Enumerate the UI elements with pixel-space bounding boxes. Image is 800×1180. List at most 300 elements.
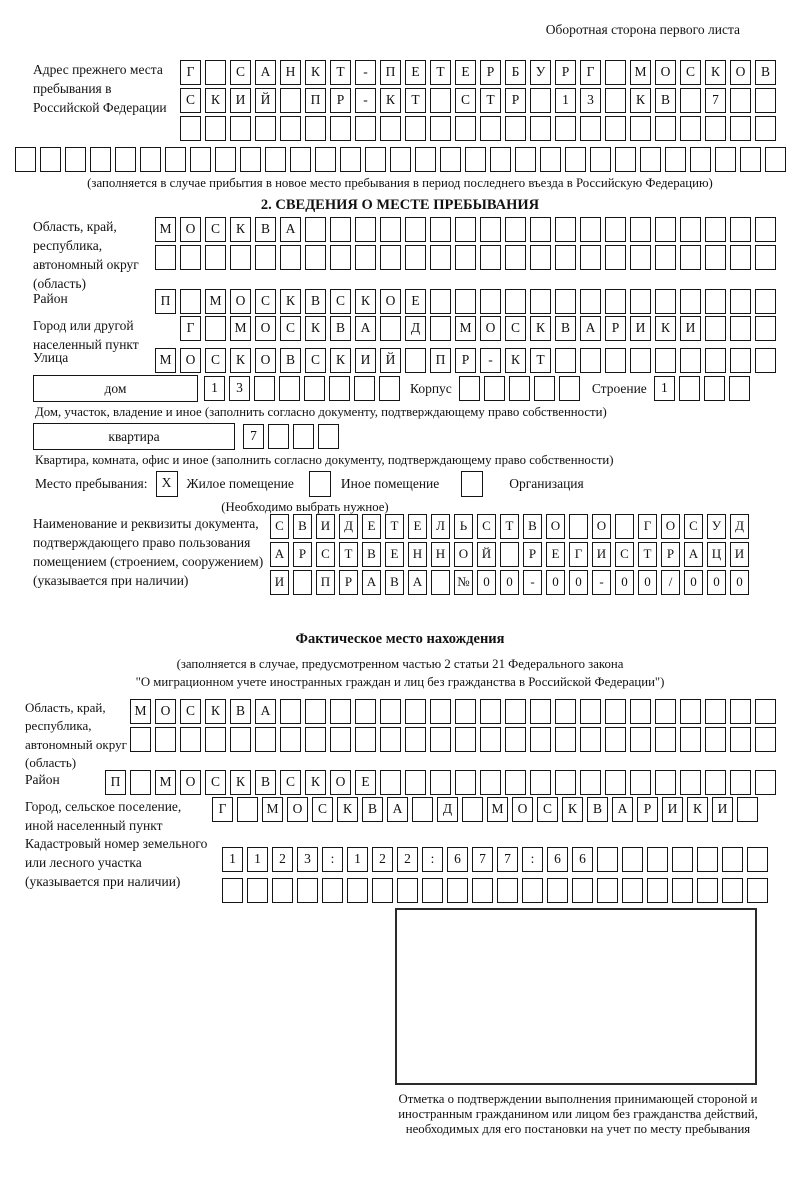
char-cell: О (546, 514, 565, 539)
korpus-cells (459, 376, 580, 401)
char-cell (190, 147, 211, 172)
char-cell (472, 878, 493, 903)
char-cell (293, 424, 314, 449)
stamp-note: Отметка о подтверждении выполнения принимающей стороной и иностранным гражданином или лицом без гражданства действий, необходимых для его постановки на учет по месту пребывания (398, 1092, 758, 1136)
char-cell (740, 147, 761, 172)
char-cell: С (680, 60, 701, 85)
char-cell (730, 727, 751, 752)
char-cell (697, 847, 718, 872)
char-cell: Т (480, 88, 501, 113)
char-cell: Т (385, 514, 404, 539)
char-cell: 0 (615, 570, 634, 595)
char-cell (580, 770, 601, 795)
char-cell (293, 570, 312, 595)
char-cell (484, 376, 505, 401)
char-cell: Р (605, 316, 626, 341)
char-cell: : (522, 847, 543, 872)
char-cell: Ь (454, 514, 473, 539)
char-cell (555, 116, 576, 141)
char-cell (705, 348, 726, 373)
stay-type-option-other: Иное помещение (340, 476, 440, 491)
char-cell (655, 348, 676, 373)
char-cell (305, 699, 326, 724)
char-cell: 0 (477, 570, 496, 595)
house-row (33, 375, 750, 402)
char-row (155, 348, 776, 373)
char-cell (380, 727, 401, 752)
char-cell: И (592, 542, 611, 567)
region-label: Область, край, республика, автономный округ (область) (33, 219, 139, 292)
char-cell (430, 316, 451, 341)
char-cell: Р (505, 88, 526, 113)
char-cell (605, 770, 626, 795)
char-cell (630, 217, 651, 242)
house-note: Дом, участок, владение и иное (заполнить согласно документу, подтверждающему право собственности) (35, 405, 607, 419)
char-cell (455, 699, 476, 724)
char-cell (490, 147, 511, 172)
char-cell (605, 60, 626, 85)
char-cell (422, 878, 443, 903)
char-cell: П (305, 88, 326, 113)
actual-district-block (25, 770, 776, 795)
char-cell: О (255, 316, 276, 341)
char-cell: К (305, 316, 326, 341)
char-cell: Й (477, 542, 496, 567)
char-cell (680, 727, 701, 752)
char-cell: М (230, 316, 251, 341)
char-cell: К (205, 699, 226, 724)
korpus-label: Корпус (410, 381, 452, 396)
house-label-box: дом (33, 375, 198, 402)
char-cell (304, 376, 325, 401)
char-cell (155, 727, 176, 752)
char-cell (655, 727, 676, 752)
char-cell (280, 727, 301, 752)
char-cell: У (530, 60, 551, 85)
char-cell (615, 147, 636, 172)
char-row (130, 727, 776, 752)
char-cell (500, 542, 519, 567)
char-cell (405, 245, 426, 270)
char-cell: И (680, 316, 701, 341)
char-cell (680, 217, 701, 242)
char-cell (672, 878, 693, 903)
char-cell (555, 348, 576, 373)
char-cell (15, 147, 36, 172)
char-cell: Р (455, 348, 476, 373)
char-row (130, 699, 776, 724)
char-cell (705, 727, 726, 752)
char-cell: 1 (247, 847, 268, 872)
char-cell (680, 348, 701, 373)
char-cell: 0 (638, 570, 657, 595)
stay-type-note: (Необходимо выбрать нужное) (221, 500, 389, 514)
char-row (105, 770, 776, 795)
char-cell (447, 878, 468, 903)
char-cell (290, 147, 311, 172)
char-cell: А (270, 542, 289, 567)
char-cell (480, 245, 501, 270)
char-cell (380, 770, 401, 795)
char-cell: В (555, 316, 576, 341)
char-cell (412, 797, 433, 822)
char-cell: М (155, 348, 176, 373)
char-cell (622, 847, 643, 872)
char-cell (205, 727, 226, 752)
char-cell (355, 245, 376, 270)
char-cell (480, 770, 501, 795)
char-cell (397, 878, 418, 903)
char-cell (405, 699, 426, 724)
char-cell: О (480, 316, 501, 341)
char-cell (569, 514, 588, 539)
char-cell (255, 116, 276, 141)
char-cell (697, 878, 718, 903)
char-cell: О (330, 770, 351, 795)
char-cell: Д (730, 514, 749, 539)
char-cell (330, 245, 351, 270)
apartment-note: Квартира, комната, офис и иное (заполнить согласно документу, подтверждающему право собственности) (35, 453, 614, 467)
char-cell: В (362, 797, 383, 822)
char-cell: 6 (572, 847, 593, 872)
char-cell: : (422, 847, 443, 872)
char-cell (597, 847, 618, 872)
char-cell: В (230, 699, 251, 724)
char-cell (615, 514, 634, 539)
char-cell: С (505, 316, 526, 341)
char-cell (431, 570, 450, 595)
char-cell (509, 376, 530, 401)
char-cell (430, 727, 451, 752)
char-cell (180, 289, 201, 314)
stroenie-label: Строение (591, 381, 647, 396)
char-cell (580, 727, 601, 752)
char-cell: 0 (500, 570, 519, 595)
stay-type-checkbox-organization (461, 471, 483, 497)
char-cell (65, 147, 86, 172)
actual-location-title: Фактическое место нахождения (295, 631, 505, 647)
char-cell (329, 376, 350, 401)
char-cell: Й (255, 88, 276, 113)
char-cell (747, 878, 768, 903)
char-cell (705, 289, 726, 314)
char-cell (272, 878, 293, 903)
char-cell (705, 770, 726, 795)
char-cell (505, 289, 526, 314)
char-cell (680, 289, 701, 314)
char-cell (115, 147, 136, 172)
char-cell (380, 217, 401, 242)
char-cell: Д (339, 514, 358, 539)
char-cell: Д (437, 797, 458, 822)
char-cell: 7 (705, 88, 726, 113)
char-cell: А (580, 316, 601, 341)
char-cell: К (687, 797, 708, 822)
char-cell: О (180, 217, 201, 242)
char-cell (747, 847, 768, 872)
confirmation-stamp-box (395, 908, 757, 1085)
char-row (155, 289, 776, 314)
char-cell (690, 147, 711, 172)
char-cell: В (523, 514, 542, 539)
char-cell: : (322, 847, 343, 872)
char-cell: Г (580, 60, 601, 85)
char-cell (555, 289, 576, 314)
char-cell: 7 (243, 424, 264, 449)
char-cell (354, 376, 375, 401)
char-cell: Т (500, 514, 519, 539)
char-cell: О (180, 348, 201, 373)
char-cell (505, 699, 526, 724)
char-cell: А (355, 316, 376, 341)
char-cell: В (255, 770, 276, 795)
char-row (270, 570, 749, 595)
char-cell (705, 245, 726, 270)
page-side-note: Оборотная сторона первого листа (545, 22, 740, 37)
char-cell: С (180, 88, 201, 113)
char-cell: П (316, 570, 335, 595)
stay-type-label: Место пребывания: (35, 476, 148, 491)
char-cell (330, 217, 351, 242)
char-cell: И (355, 348, 376, 373)
district-label: Район (33, 291, 68, 306)
char-cell (430, 770, 451, 795)
char-cell (555, 727, 576, 752)
char-cell: В (293, 514, 312, 539)
char-cell: Р (637, 797, 658, 822)
char-cell (309, 471, 331, 497)
char-cell (755, 699, 776, 724)
char-cell (580, 348, 601, 373)
previous-address-label: Адрес прежнего места пребывания в Российской Федерации (33, 62, 167, 116)
char-cell (330, 699, 351, 724)
apartment-label-box: квартира (33, 423, 235, 450)
char-cell: Г (212, 797, 233, 822)
char-cell (630, 348, 651, 373)
char-cell (680, 116, 701, 141)
char-cell (580, 289, 601, 314)
char-cell (330, 727, 351, 752)
char-cell (340, 147, 361, 172)
char-cell (430, 289, 451, 314)
char-cell: О (155, 699, 176, 724)
char-cell (222, 878, 243, 903)
char-cell: 7 (497, 847, 518, 872)
char-cell: М (630, 60, 651, 85)
street-label: Улица (33, 350, 69, 365)
char-cell (580, 116, 601, 141)
char-cell: С (205, 217, 226, 242)
char-cell (580, 699, 601, 724)
char-cell (280, 245, 301, 270)
char-cell (205, 245, 226, 270)
char-cell: А (362, 570, 381, 595)
char-cell: С (684, 514, 703, 539)
char-cell (755, 348, 776, 373)
char-cell: Ц (707, 542, 726, 567)
char-cell: 3 (580, 88, 601, 113)
char-cell: М (205, 289, 226, 314)
char-cell: Р (480, 60, 501, 85)
char-cell: С (280, 316, 301, 341)
char-cell: М (130, 699, 151, 724)
char-cell: 0 (546, 570, 565, 595)
char-cell (205, 60, 226, 85)
char-cell (180, 116, 201, 141)
char-cell: Т (638, 542, 657, 567)
char-cell: М (487, 797, 508, 822)
char-cell (430, 699, 451, 724)
char-cell: К (305, 60, 326, 85)
char-row (180, 60, 776, 85)
char-cell (705, 217, 726, 242)
char-cell (522, 878, 543, 903)
char-cell: С (270, 514, 289, 539)
char-cell: С (615, 542, 634, 567)
char-cell (205, 316, 226, 341)
char-cell (580, 217, 601, 242)
cadastral-label: Кадастровый номер земельного или лесного участка (указывается при наличии) (25, 836, 208, 890)
char-row (270, 514, 749, 539)
actual-city-block (25, 797, 758, 835)
char-cell: 7 (472, 847, 493, 872)
char-cell: В (330, 316, 351, 341)
char-cell: А (684, 542, 703, 567)
char-cell (655, 217, 676, 242)
char-cell: Й (380, 348, 401, 373)
char-cell: Н (408, 542, 427, 567)
char-cell: Е (405, 289, 426, 314)
char-cell: О (180, 770, 201, 795)
char-cell (461, 471, 483, 497)
char-cell: Р (330, 88, 351, 113)
char-cell: 2 (372, 847, 393, 872)
char-cell: В (305, 289, 326, 314)
char-cell (505, 770, 526, 795)
char-cell (605, 699, 626, 724)
char-cell: А (255, 60, 276, 85)
char-cell: - (523, 570, 542, 595)
document-block (33, 514, 749, 595)
char-cell (730, 289, 751, 314)
char-cell (555, 245, 576, 270)
char-cell (405, 348, 426, 373)
char-cell: П (430, 348, 451, 373)
char-cell: А (408, 570, 427, 595)
char-cell: 3 (229, 376, 250, 401)
char-cell (730, 699, 751, 724)
char-cell: 2 (272, 847, 293, 872)
char-cell (355, 217, 376, 242)
char-cell: Н (431, 542, 450, 567)
char-cell: И (270, 570, 289, 595)
char-cell (240, 147, 261, 172)
char-cell (730, 348, 751, 373)
char-cell (679, 376, 700, 401)
char-row (180, 316, 776, 341)
char-cell (705, 116, 726, 141)
char-cell (180, 727, 201, 752)
stay-type-option-residential: Жилое помещение (186, 476, 294, 491)
char-cell: / (661, 570, 680, 595)
char-cell (355, 116, 376, 141)
char-cell: 6 (547, 847, 568, 872)
char-cell (565, 147, 586, 172)
char-cell: Е (385, 542, 404, 567)
char-cell (305, 245, 326, 270)
char-cell (480, 727, 501, 752)
char-cell (515, 147, 536, 172)
char-cell (380, 699, 401, 724)
char-cell (705, 699, 726, 724)
char-cell (180, 245, 201, 270)
char-row (180, 116, 776, 141)
char-cell: К (705, 60, 726, 85)
char-cell (530, 217, 551, 242)
char-cell (247, 878, 268, 903)
char-cell: П (380, 60, 401, 85)
char-cell: О (592, 514, 611, 539)
char-cell (462, 797, 483, 822)
char-cell (365, 147, 386, 172)
char-cell: К (530, 316, 551, 341)
char-cell: - (355, 88, 376, 113)
char-cell: И (230, 88, 251, 113)
char-cell (355, 699, 376, 724)
char-cell: 0 (707, 570, 726, 595)
char-cell (580, 245, 601, 270)
char-cell: О (255, 348, 276, 373)
char-cell: С (255, 289, 276, 314)
char-cell (505, 116, 526, 141)
actual-region-label: Область, край, республика, автономный округ (область) (25, 700, 127, 771)
char-cell: 1 (555, 88, 576, 113)
char-cell: С (280, 770, 301, 795)
char-cell: С (230, 60, 251, 85)
char-cell (680, 88, 701, 113)
char-cell: Р (555, 60, 576, 85)
char-cell (555, 699, 576, 724)
char-cell: У (707, 514, 726, 539)
char-cell (555, 770, 576, 795)
char-cell: К (562, 797, 583, 822)
char-cell (605, 348, 626, 373)
stay-type-checkbox-residential (156, 471, 178, 497)
char-cell (622, 878, 643, 903)
char-cell (755, 316, 776, 341)
char-cell: С (455, 88, 476, 113)
char-cell: Е (455, 60, 476, 85)
char-cell (215, 147, 236, 172)
char-cell: К (380, 88, 401, 113)
char-cell: X (156, 471, 178, 497)
char-cell (630, 727, 651, 752)
char-cell (547, 878, 568, 903)
char-cell: И (316, 514, 335, 539)
char-cell (655, 245, 676, 270)
section2-title: 2. СВЕДЕНИЯ О МЕСТЕ ПРЕБЫВАНИЯ (260, 197, 540, 213)
char-cell (305, 116, 326, 141)
stay-type-row (35, 471, 584, 497)
char-cell: А (280, 217, 301, 242)
char-cell: С (205, 348, 226, 373)
stay-type-option-organization: Организация (509, 476, 584, 491)
char-cell: К (337, 797, 358, 822)
char-cell (605, 116, 626, 141)
char-cell (280, 88, 301, 113)
char-cell (297, 878, 318, 903)
char-row (180, 88, 776, 113)
